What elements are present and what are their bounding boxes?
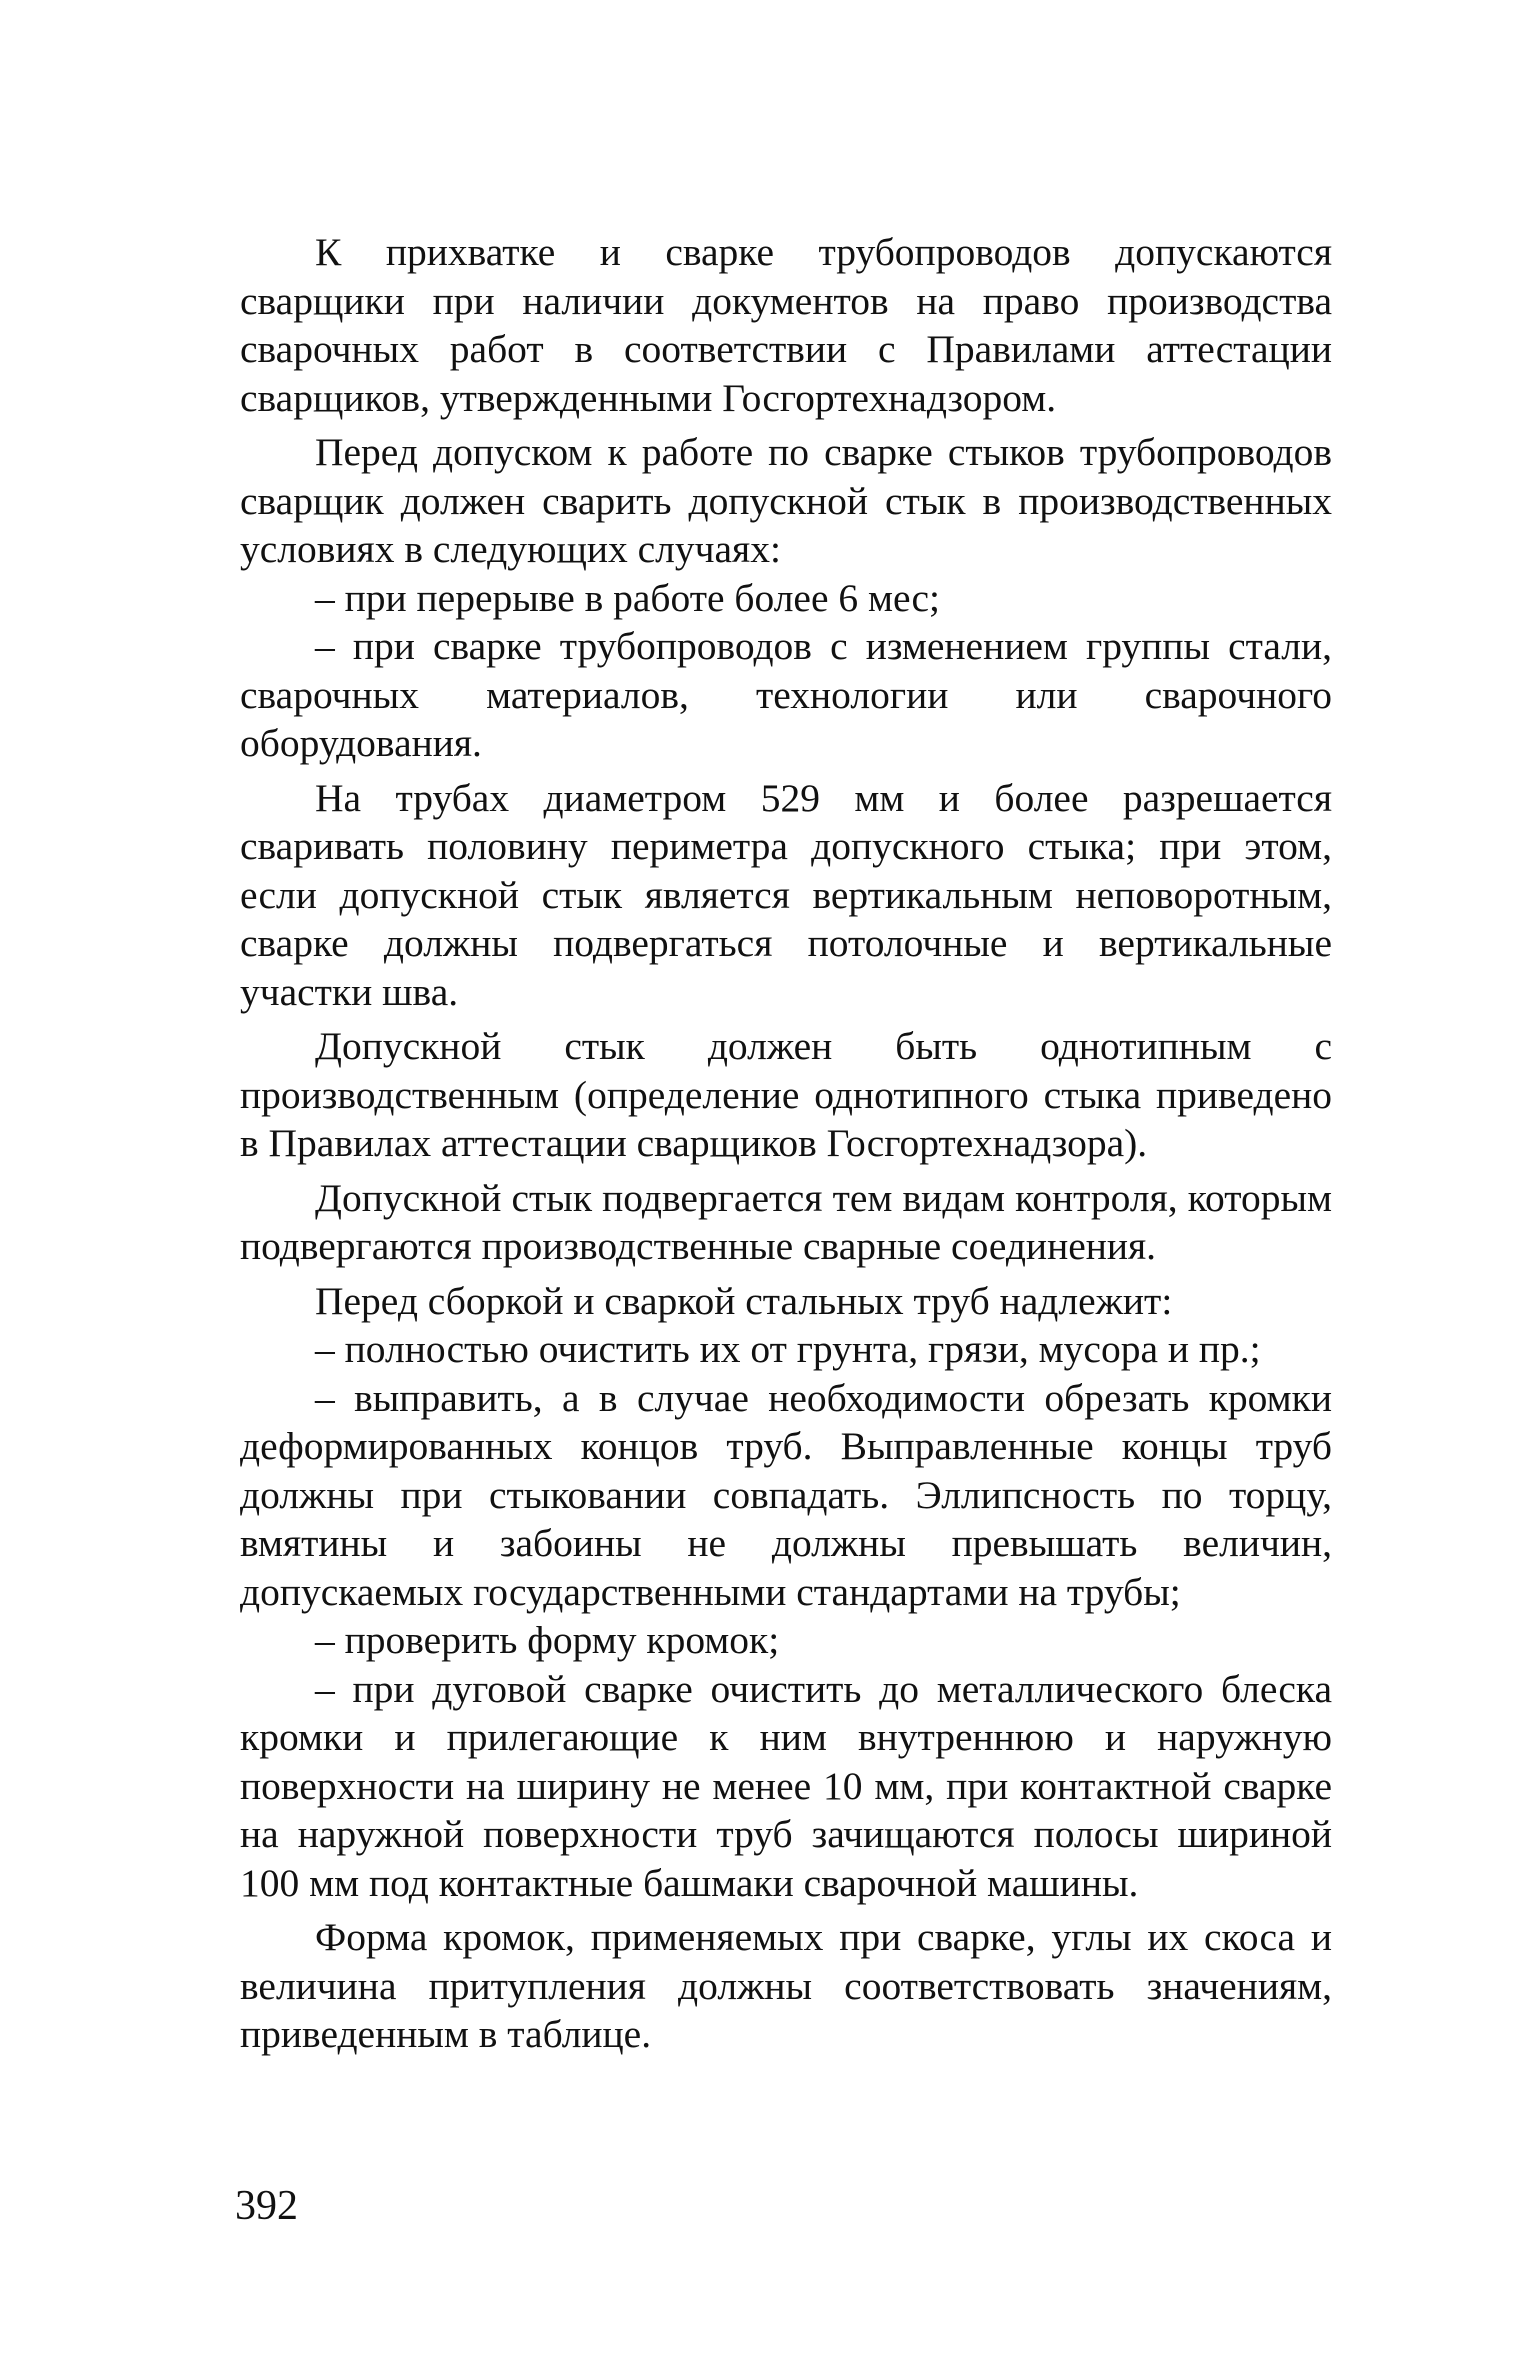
paragraph-large-diameter: На трубах диаметром 529 мм и более разрешается сваривать половину периметра допускного стыка; при этом, если допускной стык является вертикальным неповоротным, сварке должны подвергаться потолочные и вертикальные участки шва. — [240, 775, 1332, 1014]
list-item-straightening: – выправить, а в случае необходимости обрезать кромки деформированных концов труб. Выправленные концы труб должны при стыковании совпадать. Эллипсность по торцу, вмятины и забоины не должны превышать величин, допускаемых государственными стандартами на трубы; — [240, 1375, 1332, 1614]
paragraph-welder-admission: К прихватке и сварке трубопроводов допускаются сварщики при наличии документов на право производства сварочных работ в соответствии с Правилами аттестации сварщиков, утвержденными Госгортехнадзором. — [240, 230, 1332, 420]
list-item-cleaning: – полностью очистить их от грунта, грязи, мусора и пр.; — [315, 1327, 1261, 1371]
paragraph-preparation-intro: Перед сборкой и сваркой стальных труб надлежит: — [315, 1278, 1173, 1323]
list-item-edge-shape: – проверить форму кромок; — [315, 1618, 780, 1662]
paragraph-joint-inspection: Допускной стык подвергается тем видам контроля, которым подвергаются производственные сварные соединения. — [240, 1175, 1332, 1268]
body-text — [240, 228, 1332, 2059]
paragraph-joint-type: Допускной стык должен быть однотипным с производственным (определение однотипного стыка приведено в Правилах аттестации сварщиков Госгортехнадзора). — [240, 1024, 1332, 1165]
list-item-work-break: – при перерыве в работе более 6 мес; — [315, 575, 941, 620]
paragraph-admission-joint-cases: Перед допуском к работе по сварке стыков трубопроводов сварщик должен сварить допускной стык в производственных условиях в следующих случаях: — [240, 430, 1332, 571]
list-item-process-change: – при сварке трубопроводов с изменением группы стали, сварочных материалов, технологии или сварочного оборудования. — [240, 624, 1332, 765]
list-item-edge-cleaning: – при дуговой сварке очистить до металлического блеска кромки и прилегающие к ним внутреннюю и наружную поверхности на ширину не менее 10 мм, при контактной сварке на наружной поверхности труб зачищаются полосы шириной 100 мм под контактные башмаки сварочной машины. — [240, 1666, 1332, 1905]
paragraph-edge-geometry: Форма кромок, применяемых при сварке, углы их скоса и величина притупления должны соответствовать значениям, приведенным в таблице. — [240, 1915, 1332, 2056]
page-number: 392 — [235, 2183, 298, 2229]
